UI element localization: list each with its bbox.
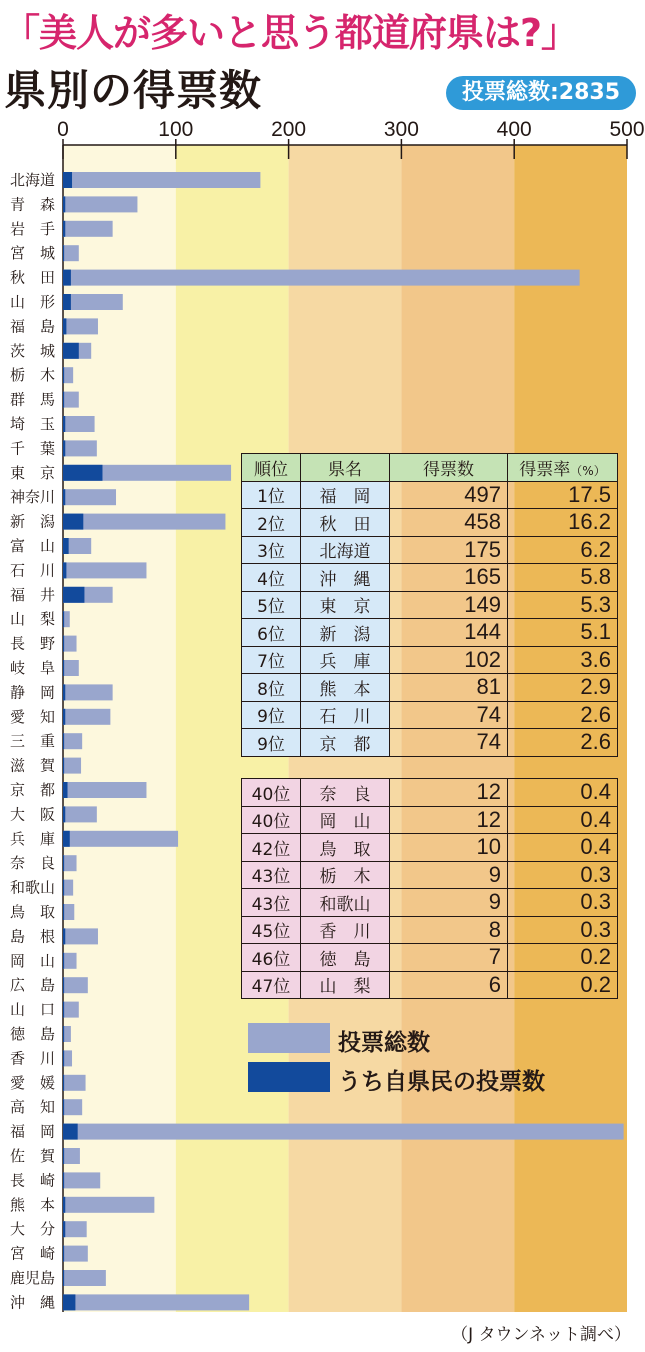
table-row [242, 536, 618, 564]
rate-cell: 2.6 [508, 729, 618, 757]
bar-local [63, 928, 65, 944]
rate-cell: 17.5 [508, 481, 618, 509]
rate-cell: 0.4 [508, 834, 618, 862]
rate-cell: 2.6 [508, 701, 618, 729]
category-label: 石 川 [10, 561, 56, 580]
category-label: 岩 手 [10, 219, 56, 238]
pref-cell: 秋 田 [301, 509, 390, 537]
bar-local [63, 172, 72, 188]
category-label: 徳 島 [10, 1025, 56, 1043]
bar-local [63, 1002, 64, 1018]
bar-local [63, 831, 70, 847]
bar-local [63, 1099, 64, 1115]
category-label: 神奈川 [10, 488, 56, 507]
bar-local [63, 1026, 64, 1042]
category-label: 栃 木 [10, 366, 56, 385]
bar-total [63, 709, 110, 725]
pref-cell: 石 川 [301, 701, 390, 729]
page-title: 「美人が多いと思う都道府県は?」 [2, 11, 579, 55]
table-row [242, 729, 618, 757]
bar-local [63, 611, 64, 627]
bar-total [63, 831, 178, 847]
bar-total [63, 1294, 249, 1310]
rate-cell: 0.2 [508, 944, 618, 972]
rank-cell: 40位 [242, 779, 301, 807]
header-rate-label: 得票率 [519, 459, 571, 480]
bar-total [63, 1099, 82, 1115]
rate-cell: 0.4 [508, 779, 618, 807]
votes-cell: 165 [390, 564, 508, 592]
bar-local [63, 904, 64, 920]
table-row [242, 481, 618, 509]
bar-local [63, 587, 84, 603]
category-label: 秋 田 [10, 268, 56, 287]
bar-local [63, 440, 65, 456]
bar-local [63, 806, 65, 822]
bar-total [63, 318, 98, 334]
pref-cell: 徳 島 [301, 944, 390, 972]
category-label: 京 都 [10, 781, 56, 799]
pref-cell: 京 都 [301, 729, 390, 757]
bar-total [63, 416, 95, 432]
rank-cell: 47位 [242, 971, 301, 999]
category-label: 福 島 [10, 317, 56, 336]
category-label: 島 根 [10, 927, 56, 946]
pref-cell: 山 梨 [301, 971, 390, 999]
rate-cell: 0.3 [508, 916, 618, 944]
bar-total [63, 880, 73, 896]
category-label: 長 崎 [10, 1171, 56, 1190]
bar-total [63, 1148, 80, 1164]
category-label: 香 川 [10, 1049, 56, 1068]
category-label: 滋 賀 [10, 756, 56, 775]
bar-local [63, 1221, 65, 1237]
table-row [242, 834, 618, 862]
table-row [242, 619, 618, 647]
table-row [242, 591, 618, 619]
category-label: 愛 知 [10, 707, 56, 726]
pref-cell: 栃 木 [301, 861, 390, 889]
bar-local [63, 1075, 64, 1091]
rank-cell: 9位 [242, 701, 301, 729]
bar-local [63, 294, 71, 310]
bar-total [63, 196, 137, 212]
category-label: 大 阪 [10, 805, 56, 824]
votes-cell: 9 [390, 861, 508, 889]
bar-total [63, 1002, 79, 1018]
category-label: 愛 媛 [10, 1073, 56, 1092]
total-votes-badge: 投票総数:2835 [446, 76, 636, 110]
category-label: 長 野 [10, 634, 56, 653]
bar-local [63, 562, 66, 578]
bar-total [63, 562, 146, 578]
bar-total [63, 514, 225, 530]
votes-cell: 9 [390, 889, 508, 917]
rank-cell: 3位 [242, 536, 301, 564]
bar-local [63, 733, 64, 749]
bar-local [63, 367, 64, 383]
bar-local [63, 977, 64, 993]
votes-cell: 7 [390, 944, 508, 972]
chart-subtitle: 県別の得票数 [4, 66, 263, 115]
rank-cell: 9位 [242, 729, 301, 757]
table-row [242, 944, 618, 972]
source-note: （J タウンネット調べ） [451, 1325, 631, 1345]
rank-cell: 42位 [242, 834, 301, 862]
bar-local [63, 880, 64, 896]
bar-total [63, 1075, 86, 1091]
votes-cell: 144 [390, 619, 508, 647]
bar-total [63, 782, 146, 798]
bar-local [63, 636, 64, 652]
bar-local [63, 1124, 78, 1140]
table-row [242, 646, 618, 674]
category-label: 大 分 [10, 1220, 56, 1239]
table-row [242, 509, 618, 537]
x-tick-label: 100 [158, 118, 194, 141]
bar-local [63, 196, 65, 212]
table-row [242, 971, 618, 999]
bar-total [63, 367, 73, 383]
legend-local-label: うち自県民の投票数 [338, 1069, 545, 1095]
category-label: 群 馬 [10, 390, 56, 409]
category-label: 広 島 [10, 976, 56, 995]
pref-cell: 北海道 [301, 536, 390, 564]
bar-local [63, 1246, 64, 1262]
bar-local [63, 221, 65, 237]
votes-cell: 149 [390, 591, 508, 619]
bar-total [63, 1050, 72, 1066]
rate-cell: 2.9 [508, 674, 618, 702]
bar-total [63, 392, 79, 408]
category-label: 山 口 [10, 1000, 56, 1019]
category-label: 宮 城 [10, 244, 56, 263]
rate-cell: 0.3 [508, 861, 618, 889]
bar-total [63, 1246, 88, 1262]
category-label: 三 重 [10, 732, 56, 751]
bar-local [63, 1172, 64, 1188]
legend-total-label: 投票総数 [338, 1030, 430, 1056]
x-tick-label: 400 [496, 118, 532, 141]
rank-cell: 46位 [242, 944, 301, 972]
top-ranking-table [241, 453, 618, 757]
votes-cell: 12 [390, 806, 508, 834]
bar-total [63, 1197, 154, 1213]
table-header-row [242, 454, 618, 482]
rank-cell: 40位 [242, 806, 301, 834]
rank-cell: 45位 [242, 916, 301, 944]
bar-total [63, 636, 77, 652]
rank-cell: 6位 [242, 619, 301, 647]
rate-cell: 0.3 [508, 889, 618, 917]
votes-cell: 458 [390, 509, 508, 537]
bar-local [63, 318, 66, 334]
category-label: 岡 山 [10, 951, 56, 970]
bar-local [63, 758, 64, 774]
category-label: 熊 本 [10, 1195, 56, 1214]
bar-local [63, 416, 65, 432]
bar-total [63, 440, 97, 456]
pref-cell: 新 潟 [301, 619, 390, 647]
bar-total [63, 684, 113, 700]
bar-total [63, 855, 77, 871]
votes-cell: 8 [390, 916, 508, 944]
x-tick-label: 0 [57, 118, 69, 141]
rate-cell: 16.2 [508, 509, 618, 537]
bar-total [63, 953, 77, 969]
votes-cell: 81 [390, 674, 508, 702]
x-tick-label: 500 [609, 118, 645, 141]
table-row [242, 674, 618, 702]
votes-cell: 497 [390, 481, 508, 509]
votes-cell: 74 [390, 729, 508, 757]
category-label: 山 形 [10, 293, 56, 311]
bar-local [63, 245, 64, 261]
bar-local [63, 465, 102, 481]
x-tick-label: 200 [271, 118, 307, 141]
bar-total [63, 1221, 87, 1237]
bar-local [63, 343, 79, 359]
votes-cell: 74 [390, 701, 508, 729]
category-label: 鳥 取 [10, 903, 56, 921]
header-rank: 順位 [242, 454, 301, 482]
header-rate-unit: （%） [570, 463, 606, 478]
bar-local [63, 1148, 64, 1164]
bar-local [63, 1050, 64, 1066]
category-label: 宮 崎 [10, 1244, 56, 1263]
category-label: 新 潟 [10, 512, 56, 531]
bar-total [63, 489, 116, 505]
pref-cell: 福 岡 [301, 481, 390, 509]
rank-cell: 43位 [242, 861, 301, 889]
rate-cell: 5.8 [508, 564, 618, 592]
rank-cell: 4位 [242, 564, 301, 592]
bar-total [63, 1270, 106, 1286]
bar-local [63, 953, 64, 969]
bar-local [63, 489, 65, 505]
bar-total [63, 904, 74, 920]
bar-total [63, 977, 88, 993]
category-label: 高 知 [10, 1098, 56, 1117]
rank-cell: 5位 [242, 591, 301, 619]
bar-local [63, 392, 64, 408]
bar-total [63, 221, 113, 237]
bar-total [63, 294, 123, 310]
votes-cell: 102 [390, 646, 508, 674]
pref-cell: 香 川 [301, 916, 390, 944]
rank-cell: 8位 [242, 674, 301, 702]
category-label: 富 山 [10, 537, 56, 555]
bar-total [63, 172, 260, 188]
bar-local [63, 1197, 65, 1213]
pref-cell: 和歌山 [301, 889, 390, 917]
bar-local [63, 538, 69, 554]
bar-total [63, 270, 580, 286]
table-row [242, 861, 618, 889]
bar-local [63, 855, 64, 871]
bottom-ranking-table [241, 778, 618, 999]
pref-cell: 熊 本 [301, 674, 390, 702]
x-tick-label: 300 [383, 118, 419, 141]
bar-local [63, 514, 83, 530]
rank-cell: 7位 [242, 646, 301, 674]
category-label: 青 森 [10, 195, 56, 214]
header-votes: 得票数 [390, 454, 508, 482]
bar-local [63, 1294, 75, 1310]
votes-cell: 12 [390, 779, 508, 807]
table-row [242, 889, 618, 917]
category-label: 千 葉 [10, 439, 56, 458]
rate-cell: 3.6 [508, 646, 618, 674]
table-row [242, 701, 618, 729]
table-row [242, 806, 618, 834]
header-rate [508, 454, 618, 482]
legend-local-swatch [248, 1062, 330, 1092]
category-label: 福 岡 [10, 1122, 56, 1141]
category-label: 山 梨 [10, 610, 56, 629]
category-label: 和歌山 [10, 878, 56, 897]
bar-local [63, 660, 64, 676]
bar-total [63, 1124, 624, 1140]
bar-total [63, 733, 82, 749]
category-label: 佐 賀 [10, 1147, 56, 1165]
bar-local [63, 709, 65, 725]
pref-cell: 兵 庫 [301, 646, 390, 674]
bar-local [63, 782, 68, 798]
category-label: 茨 城 [10, 341, 56, 360]
bar-local [63, 1270, 64, 1286]
rate-cell: 5.1 [508, 619, 618, 647]
pref-cell: 岡 山 [301, 806, 390, 834]
category-label: 北海道 [10, 171, 56, 189]
category-label: 東 京 [10, 463, 56, 482]
category-label: 福 井 [10, 585, 56, 604]
pref-cell: 沖 縄 [301, 564, 390, 592]
rank-cell: 1位 [242, 481, 301, 509]
legend-total-swatch [248, 1023, 330, 1053]
category-label: 静 岡 [10, 683, 56, 702]
votes-cell: 6 [390, 971, 508, 999]
header-pref: 県名 [301, 454, 390, 482]
pref-cell: 東 京 [301, 591, 390, 619]
category-label: 兵 庫 [10, 829, 56, 848]
bar-local [63, 684, 65, 700]
votes-cell: 10 [390, 834, 508, 862]
table-row [242, 916, 618, 944]
rank-cell: 2位 [242, 509, 301, 537]
bar-total [63, 1172, 100, 1188]
category-label: 埼 玉 [10, 415, 56, 433]
rate-cell: 0.2 [508, 971, 618, 999]
category-label: 鹿児島 [10, 1269, 56, 1287]
pref-cell: 鳥 取 [301, 834, 390, 862]
rate-cell: 5.3 [508, 591, 618, 619]
rate-cell: 0.4 [508, 806, 618, 834]
rate-cell: 6.2 [508, 536, 618, 564]
category-label: 岐 阜 [10, 659, 56, 677]
category-label: 沖 縄 [10, 1293, 56, 1312]
bar-total [63, 245, 79, 261]
table-row [242, 564, 618, 592]
votes-cell: 175 [390, 536, 508, 564]
category-label: 奈 良 [10, 854, 56, 873]
bar-total [63, 928, 98, 944]
rank-cell: 43位 [242, 889, 301, 917]
pref-cell: 奈 良 [301, 779, 390, 807]
bar-total [63, 1026, 71, 1042]
table-row [242, 779, 618, 807]
bar-local [63, 270, 71, 286]
bar-total [63, 806, 97, 822]
bar-total [63, 660, 79, 676]
bar-total [63, 758, 81, 774]
